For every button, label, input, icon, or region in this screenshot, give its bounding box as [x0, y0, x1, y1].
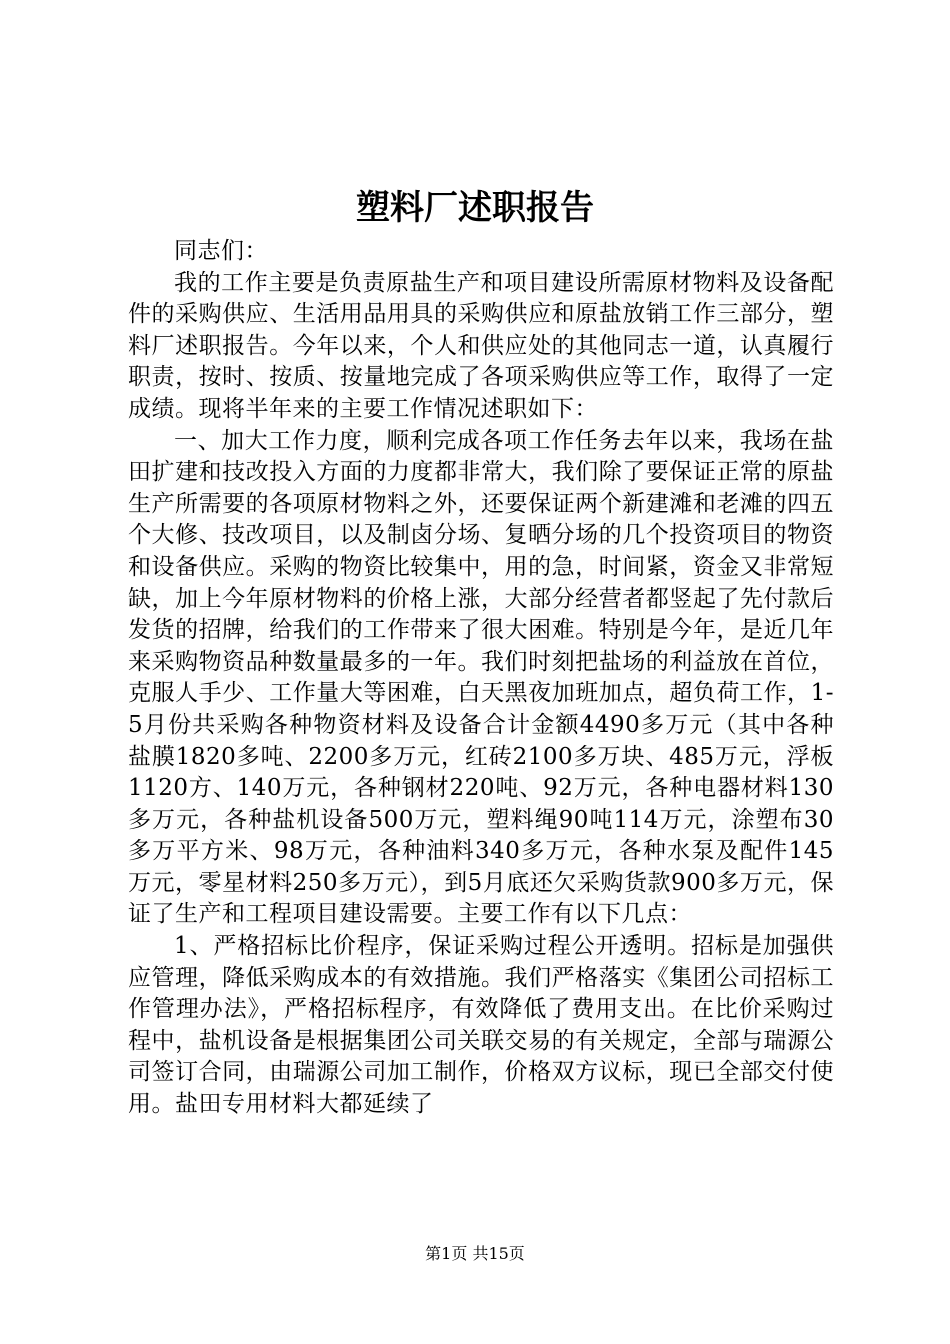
document-title: 塑料厂述职报告	[356, 188, 594, 228]
intro-paragraph: 我的工作主要是负责原盐生产和项目建设所需原材物料及设备配件的采购供应、生活用品用具的采购供应和原盐放销工作三部分，塑料厂述职报告。今年以来，个人和供应处的其他同志一道，认真履行职责，按时、按质、按量地完成了各项采购供应等工作，取得了一定成绩。现将半年来的主要工作情况述职如下：	[128, 269, 834, 422]
section-one-paragraph: 一、加大工作力度，顺利完成各项工作任务去年以来，我场在盐田扩建和技改投入方面的力度都非常大，我们除了要保证正常的原盐生产所需要的各项原材物料之外，还要保证两个新建滩和老滩的四五个大修、技改项目，以及制卤分场、复晒分场的几个投资项目的物资和设备供应。采购的物资比较集中，用的急，时间紧，资金又非常短缺，加上今年原材物料的价格上涨，大部分经营者都竖起了先付款后发货的招牌，给我们的工作带来了很大困难。特别是今年，是近几年来采购物资品种数量最多的一年。我们时刻把盐场的利益放在首位，克服人手少、工作量大等困难，白天黑夜加班加点，超负荷工作，1-5月份共采购各种物资材料及设备合计金额4490多万元（其中各种盐膜1820多吨、2200多万元，红砖2100多万块、485万元，浮板1120方、140万元，各种钢材220吨、92万元，各种电器材料130多万元，各种盐机设备500万元，塑料绳90吨114万元，涂塑布30多万平方米、98万元，各种油料340多万元，各种水泵及配件145万元，零星材料250多万元），到5月底还欠采购货款900多万元，保证了生产和工程项目建设需要。主要工作有以下几点：	[128, 427, 834, 928]
salutation-paragraph: 同志们：	[174, 238, 268, 264]
page-footer: 第1页 共15页	[425, 1244, 525, 1263]
document-body	[128, 236, 834, 1121]
point-one-paragraph: 1、严格招标比价程序，保证采购过程公开透明。招标是加强供应管理，降低采购成本的有效措施。我们严格落实《集团公司招标工作管理办法》，严格招标程序，有效降低了费用支出。在比价采购过程中，盐机设备是根据集团公司关联交易的有关规定，全部与瑞源公司签订合同，由瑞源公司加工制作，价格双方议标，现已全部交付使用。盐田专用材料大都延续了	[128, 933, 834, 1118]
